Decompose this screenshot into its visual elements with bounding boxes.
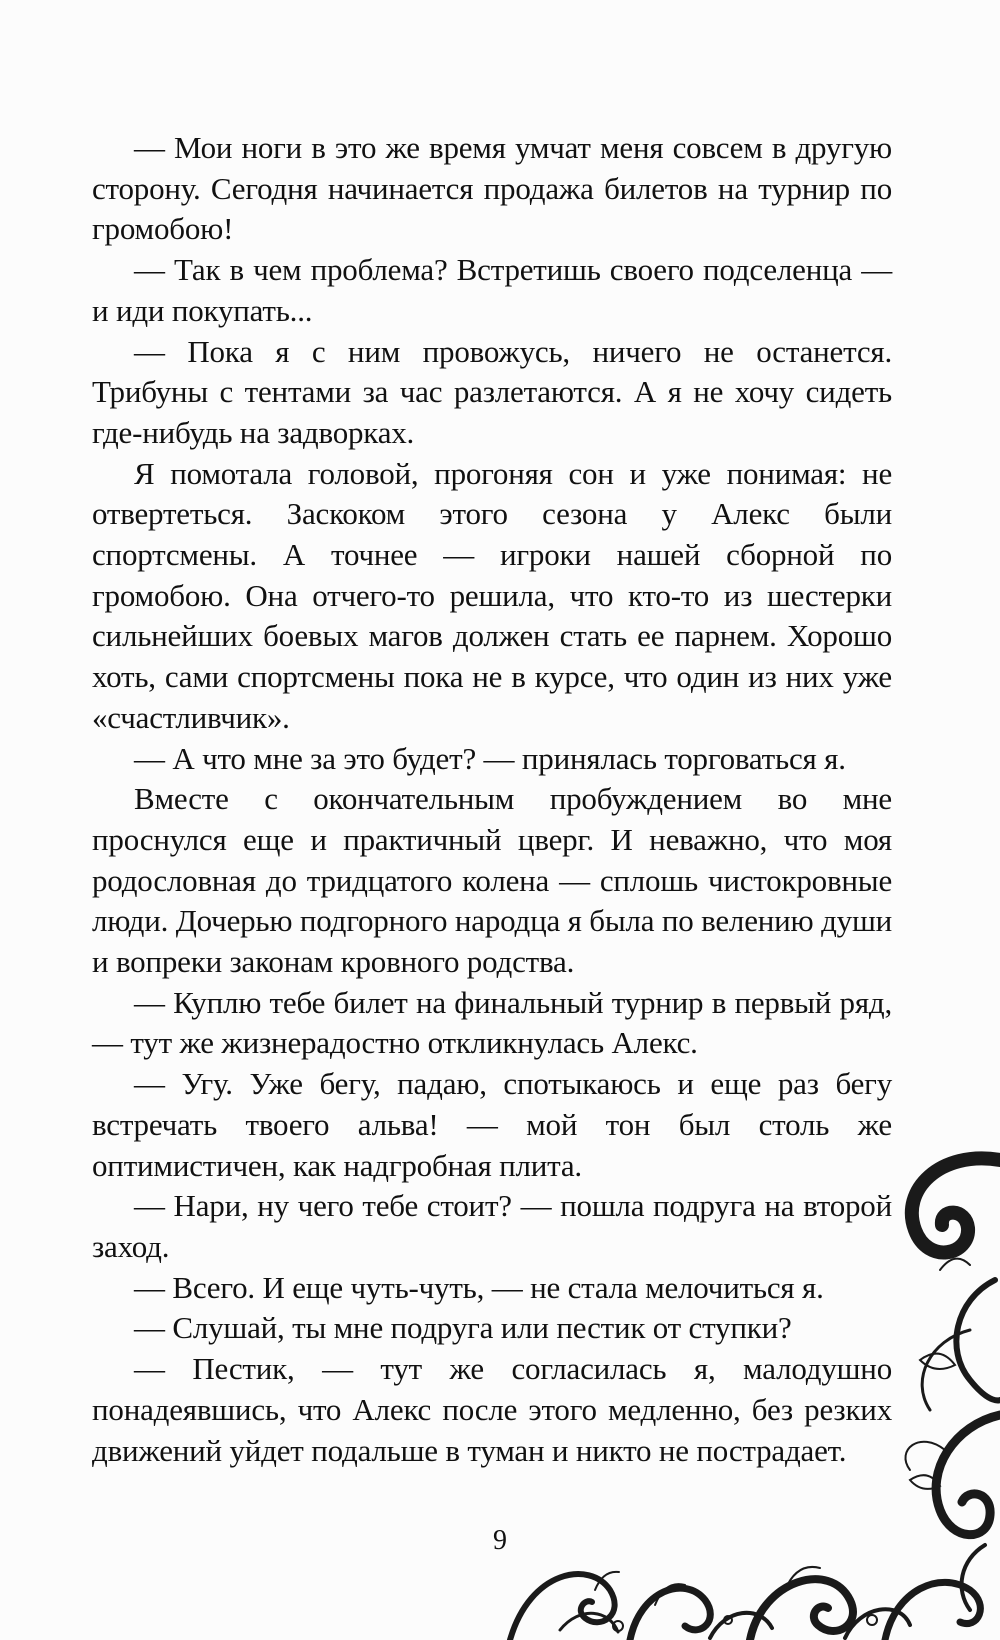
- paragraph: — Пока я с ним провожусь, ничего не останется. Трибуны с тентами за час разлетаются. А я не хочу сидеть где-нибудь на задворках.: [92, 333, 892, 450]
- paragraph: — Слушай, ты мне подруга или пестик от ступки?: [134, 1310, 792, 1346]
- paragraph: — Пестик, — тут же согласилась я, малодушно понадеявшись, что Алекс после этого медленно, без резких движений уйдет подальше в туман и никто не пострадает.: [92, 1351, 892, 1468]
- page-number: 9: [493, 1525, 507, 1556]
- paragraph: — Куплю тебе билет на финальный турнир в первый ряд, — тут же жизнерадостно откликнулась Алекс.: [92, 984, 892, 1061]
- swirl-ornament-icon: [500, 1150, 1000, 1640]
- paragraph: — Всего. И еще чуть-чуть, — не стала мелочиться я.: [134, 1269, 824, 1305]
- paragraph: Я помотала головой, прогоняя сон и уже понимая: не отвертеться. Заскоком этого сезона у Алекс были спортсмены. А точнее — игроки нашей сборной по громобою. Она отчего-то решила, что кто-то из шестерки сильнейших боевых магов должен стать ее парнем. Хорошо хоть, сами спортсмены пока не в курсе, что один из них уже «счастливчик».: [92, 455, 892, 735]
- paragraph: — Угу. Уже бегу, падаю, спотыкаюсь и еще раз бегу встречать твоего альва! — мой тон был столь же оптимистичен, как надгробная плита.: [92, 1066, 892, 1183]
- paragraph: — Так в чем проблема? Встретишь своего подселенца — и иди покупать...: [92, 252, 892, 328]
- paragraph: Вместе с окончательным пробуждением во мне проснулся еще и практичный цверг. И неважно, что моя родословная до тридцатого колена — сплошь чистокровные люди. Дочерью подгорного народца я была по велению души и вопреки законам кровного родства.: [92, 781, 892, 980]
- paragraph: — Нари, ну чего тебе стоит? — пошла подруга на второй заход.: [92, 1188, 892, 1264]
- paragraph: — Мои ноги в это же время умчат меня совсем в другую сторону. Сегодня начинается продажа билетов на турнир по громобою!: [92, 130, 892, 247]
- paragraph: — А что мне за это будет? — принялась торговаться я.: [134, 740, 846, 776]
